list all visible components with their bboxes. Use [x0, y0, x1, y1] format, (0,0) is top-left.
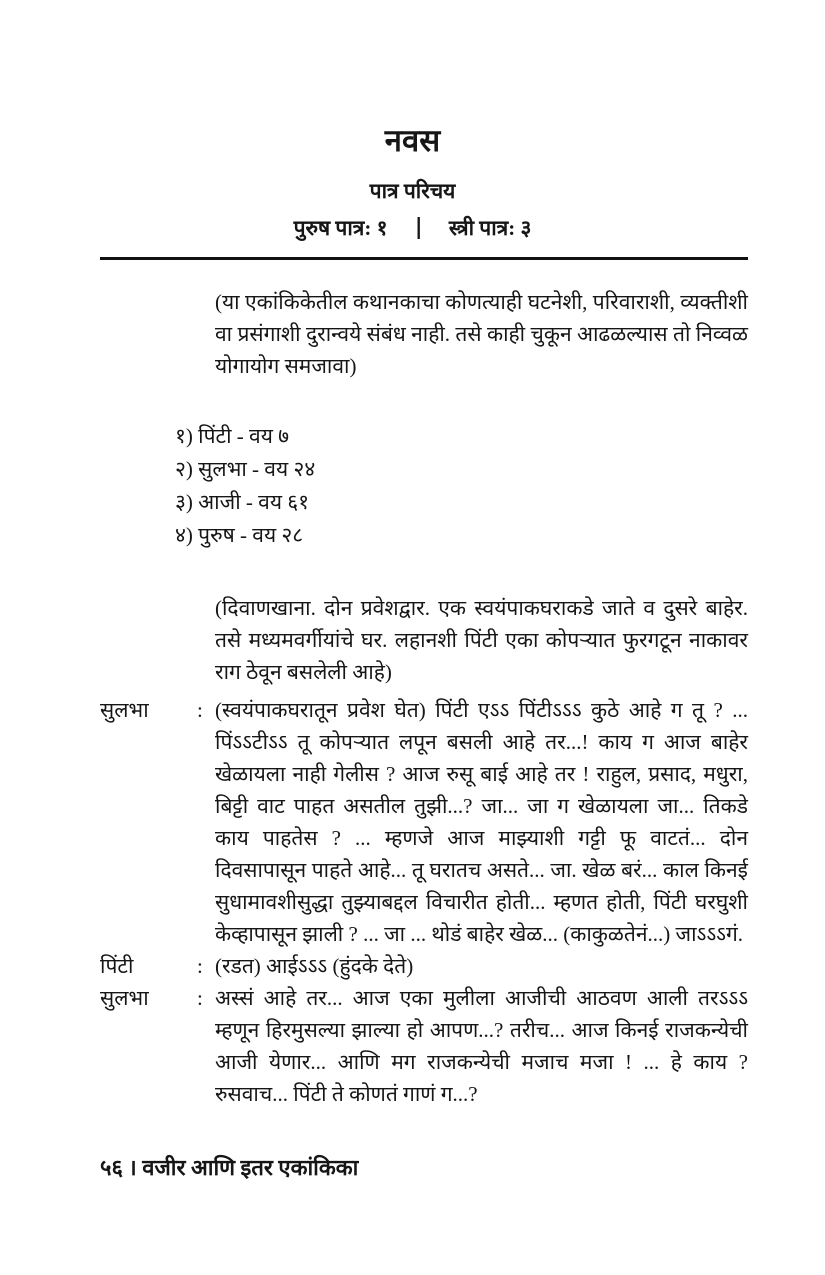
speaker-name: पिंटी	[100, 953, 134, 978]
disclaimer-paragraph: (या एकांकिकेतील कथानकाचा कोणत्याही घटनेशी, परिवाराशी, व्यक्तीशी वा प्रसंगाशी दुरान्वये संबंध नाही. तसे काही चुकून आढळल्यास तो निव्वळ योगायोग समजावा)	[215, 289, 748, 378]
dialogue-entry	[100, 694, 748, 950]
cast-counts-line	[0, 214, 825, 242]
cast-intro-heading: पात्र परिचय	[369, 178, 456, 203]
dialogue-entry	[100, 950, 748, 982]
page-footer: ५६ । वजीर आणि इतर एकांकिका	[100, 1155, 359, 1180]
male-cast-count: पुरुष पात्र: १	[293, 215, 388, 240]
dialogue-text: (स्वयंपाकघरातून प्रवेश घेत) पिंटी एऽऽ पिंटीऽऽऽ कुठे आहे ग तू ? ... पिंऽऽटीऽऽ तू कोपऱ्यात लपून बसली आहे तर...! काय ग आज बाहेर खेळायला नाही गेलीस ? आज रुसू बाई आहे तर ! राहुल, प्रसाद, मधुरा, बिट्टी वाट पाहत असतील तुझी...? जा... जा ग खेळायला जा... तिकडे काय पाहतेस ? ... म्हणजे आज माझ्याशी गट्टी फू वाटतं... दोन दिवसापासून पाहते आहे... तू घरातच असते... जा. खेळ बरं... काल किनई सुधामावशीसुद्धा तुझ्याबद्दल विचारीत होती... म्हणत होती, पिंटी घरघुशी केव्हापासून झाली ? ... जा ... थोडं बाहेर खेळ... (काकुळतेनं...) जाऽऽऽगं.	[215, 697, 748, 946]
stage-direction: (दिवाणखाना. दोन प्रवेशद्वार. एक स्वयंपाकघराकडे जाते व दुसरे बाहेर. तसे मध्यमवर्गीयांचे घर. लहानशी पिंटी एका कोपऱ्यात फुरगटून नाकावर राग ठेवून बसलेली आहे)	[215, 595, 748, 684]
speaker-name: सुलभा	[100, 697, 149, 722]
speaker-name: सुलभा	[100, 985, 149, 1010]
dialogue-text: अस्सं आहे तर... आज एका मुलीला आजीची आठवण आली तरऽऽऽ म्हणून हिरमुसल्या झाल्या हो आपण...? तरीच... आज किनई राजकन्येची आजी येणार... आणि मग राजकन्येची मजाच मजा ! ... हे काय ? रुसवाच... पिंटी ते कोणतं गाणं ग...?	[215, 985, 748, 1106]
dialogue-entry	[100, 982, 748, 1110]
dialogue-section	[100, 694, 748, 1110]
female-cast-count: स्त्री पात्र: ३	[448, 215, 532, 240]
character-list-item: ४) पुरुष - वय २८	[175, 522, 304, 547]
speaker-colon: :	[197, 985, 203, 1010]
character-list-item: २) सुलभा - वय २४	[175, 456, 316, 481]
vertical-bar-separator: |	[414, 214, 422, 241]
speaker-colon: :	[197, 953, 203, 978]
speaker-colon: :	[197, 697, 203, 722]
character-list	[175, 420, 825, 552]
divider-rule	[100, 257, 748, 260]
character-list-item: १) पिंटी - वय ७	[175, 423, 290, 448]
page-title: नवस	[384, 123, 441, 158]
dialogue-text: (रडत) आईऽऽऽ (हुंदके देते)	[215, 953, 414, 978]
character-list-item: ३) आजी - वय ६१	[175, 489, 310, 514]
